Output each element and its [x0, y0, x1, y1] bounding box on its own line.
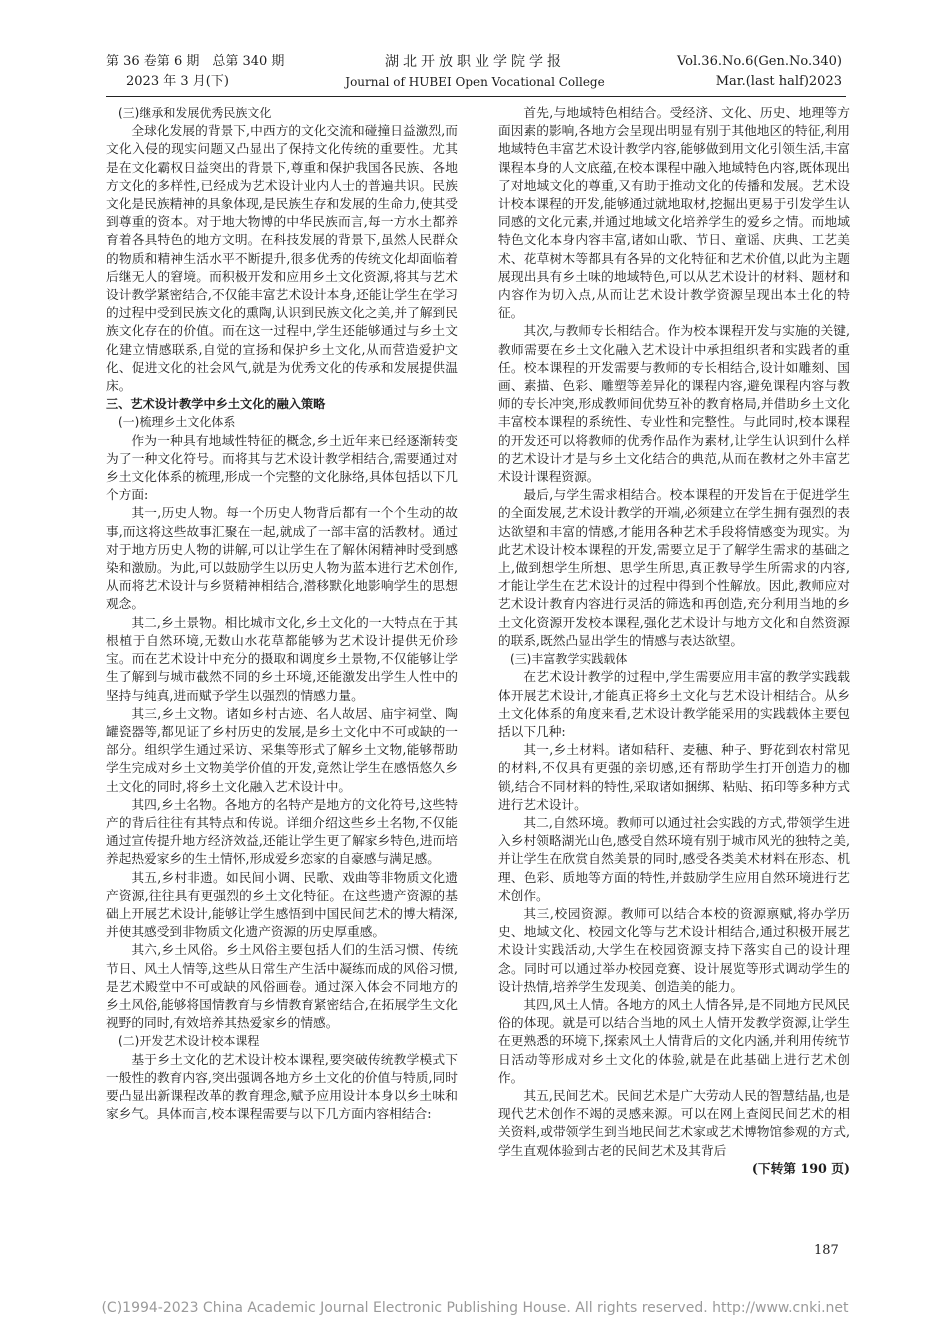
- running-header: [0, 52, 950, 96]
- paragraph: 首先,与地域特色相结合。受经济、文化、历史、地理等方面因素的影响,各地方会呈现出明显有别于其他地区的特征,利用地域特色丰富艺术设计教学内容,能够做到用文化引领生活,丰富课程本身的人文底蕴,在校本课程中融入地域特色内容,既体现出了对地域文化的尊重,又有助于推动文化的传播和发展。艺术设计校本课程的开发,能够通过就地取材,挖掘出更易于引发学生认同感的文化元素,并通过地域文化培养学生的爱乡之情。而地域特色文化本身内容丰富,诸如山歌、节日、童谣、庆典、工艺美术、花草树木等都具有各异的文化特征和艺术价值,以此为主题展现出具有乡土味的地域特色,可以从艺术设计的材料、题材和内容作为切入点,从而让艺术设计教学资源呈现出本土化的特征。: [498, 105, 850, 321]
- paragraph: 其四,乡土名物。各地方的名特产是地方的文化符号,这些特产的背后往往有其特点和传说。详细介绍这些乡土名物,不仅能通过宣传提升地方经济效益,还能让学生更了解家乡特色,进而培养起热爱家乡的生土情怀,形成爱乡恋家的自豪感与满足感。: [106, 796, 458, 867]
- publication-date-en: Mar.(last half)2023: [715, 74, 842, 89]
- paragraph: 最后,与学生需求相结合。校本课程的开发旨在于促进学生的全面发展,艺术设计教学的开端,必须建立在学生拥有强烈的表达欲望和丰富的情感,才能用各种艺术手段将情感变为现实。为此艺术设计校本课程的开发,需要立足于了解学生需求的基础之上,做到想学生所想、思学生所思,真正教导学生所需求的内容,才能让学生在艺术设计的过程中得到个性解放。因此,教师应对艺术设计教育内容进行灵活的筛选和再创造,充分利用当地的乡土文化资源开发校本课程,强化艺术设计与地方文化和自然资源的联系,既然凸显出学生的情感与表达欲望。: [498, 487, 850, 648]
- left-column: [106, 104, 458, 1123]
- volume-issue-en: Vol.36.No.6(Gen.No.340): [676, 54, 842, 69]
- subsection-heading: (三)继承和发展优秀民族文化: [118, 106, 272, 120]
- section-heading: 三、艺术设计教学中乡土文化的融入策略: [106, 397, 326, 412]
- paragraph: 其二,自然环境。教师可以通过社会实践的方式,带领学生进入乡村领略湖光山色,感受自然环境有别于城市风光的独特之美,并让学生在欣赏自然美景的同时,感受各类美术材料在形态、机理、色彩、质地等方面的特性,并鼓励学生应用自然环境进行艺术创作。: [498, 814, 850, 903]
- header-rule: [106, 96, 846, 97]
- paragraph: 其三,乡土文物。诸如乡村古迹、名人故居、庙宇祠堂、陶罐瓷器等,都见证了乡村历史的发展,是乡土文化中不可或缺的一部分。组织学生通过采访、采集等形式了解乡土文物,能够帮助学生完成对乡土文物美学价值的开发,竟然让学生在感悟悠久乡土文化的同时,将乡土文化融入艺术设计中。: [106, 705, 458, 794]
- right-column: [498, 104, 850, 1178]
- continued-note: (下转第 190 页): [751, 1160, 850, 1176]
- paragraph: 其二,乡土景物。相比城市文化,乡土文化的一大特点在于其根植于自然环境,无数山水花草都能够为艺术设计提供无价珍宝。而在艺术设计中充分的摄取和调度乡土景物,不仅能够让学生了解到与城市截然不同的乡土环境,还能激发出学生人性中的坚持与纯真,进而赋予学生以强烈的情感力量。: [106, 614, 458, 703]
- subsection-heading: (一)梳理乡土文化体系: [118, 415, 236, 430]
- paragraph: 其六,乡土风俗。乡土风俗主要包括人们的生活习惯、传统节日、风土人情等,这些从日常生产生活中凝练而成的风俗习惯,是艺术殿堂中不可或缺的风俗画卷。通过深入体会不同地方的乡土风俗,能够将国情教育与乡情教育紧密结合,在拓展学生文化视野的同时,有效培养其热爱家乡的情感。: [106, 942, 458, 1031]
- paragraph: 其五,乡村非遗。如民间小调、民歌、戏曲等非物质文化遗产资源,往往具有更强烈的乡土文化特征。在这些遗产资源的基础上开展艺术设计,能够让学生感悟到中国民间艺术的博大精深,并使其感受到非物质文化遗产资源的历史厚重感。: [106, 869, 458, 940]
- paragraph: 其四,风土人情。各地方的风土人情各异,是不同地方民风民俗的体现。就是可以结合当地的风土人情开发教学资源,让学生在更熟悉的环境下,探索风土人情背后的文化内涵,并利用传统节日活动等形成对乡土文化的体验,就是在此基础上进行艺术创作。: [498, 996, 850, 1085]
- subsection-heading: (二)开发艺术设计校本课程: [118, 1034, 260, 1049]
- page-number: 187: [814, 1243, 839, 1258]
- paragraph: 在艺术设计教学的过程中,学生需要应用丰富的教学实践载体开展艺术设计,才能真正将乡土文化与艺术设计相结合。从乡土文化体系的角度来看,艺术设计教学能采用的实践载体主要包括以下几种:: [498, 669, 850, 739]
- paragraph: 其三,校园资源。教师可以结合本校的资源禀赋,将办学历史、地域文化、校园文化等与艺术设计相结合,通过积极开展艺术设计实践活动,大学生在校园资源支持下落实自己的设计理念。同时可以通过举办校园竞赛、设计展览等形式调动学生的设计热情,培养学生发现美、创造美的能力。: [498, 905, 850, 994]
- copyright-footer: (C)1994-2023 China Academic Journal Electronic Publishing House. All rights reserved. http://www.cnki.net: [101, 1300, 849, 1316]
- paragraph: 基于乡土文化的艺术设计校本课程,要突破传统教学模式下一般性的教育内容,突出强调各地方乡土文化的价值与特质,同时要凸显出新课程改革的教育理念,赋予应用设计本身以乡土味和家乡气。具体而言,校本课程需要与以下几方面内容相结合:: [106, 1051, 458, 1122]
- journal-title-cn: 湖北开放职业学院学报: [385, 54, 565, 70]
- journal-title-en: Journal of HUBEI Open Vocational College: [345, 75, 605, 89]
- volume-issue: 第 36 卷第 6 期 总第 340 期: [106, 54, 285, 69]
- paragraph: 其一,历史人物。每一个历史人物背后都有一个个生动的故事,而这将这些故事汇聚在一起,就成了一部丰富的活教材。通过对于地方历史人物的讲解,可以让学生在了解休闲精神时受到感染和激励。为此,可以鼓励学生以历史人物为蓝本进行艺术创作,从而将艺术设计与乡贤精神相结合,潜移默化地影响学生的思想观念。: [106, 505, 458, 612]
- paragraph: 其五,民间艺术。民间艺术是广大劳动人民的智慧结晶,也是现代艺术创作不竭的灵感来源。可以在网上查阅民间艺术的相关资料,或带领学生到当地民间艺术家或艺术博物馆参观的方式,学生直观体验到古老的民间艺术及其背后: [498, 1087, 850, 1158]
- paragraph: 全球化发展的背景下,中西方的文化交流和碰撞日益激烈,而文化入侵的现实问题又凸显出了保持文化传统的重要性。尤其是在文化霸权日益突出的背景下,尊重和保护我国各民族、各地方文化的多样性,已经成为艺术设计业内人士的普遍共识。民族文化是民族精神的具象体现,是民族生存和发展的生命力,使其受到尊重的资本。对于地大物博的中华民族而言,每一方水土都养育着各具特色的地方文明。在科技发展的背景下,虽然人民群众的物质和精神生活水平不断提升,很多优秀的传统文化却面临着后继无人的窘境。而积极开发和应用乡土文化资源,将其与艺术设计教学紧密结合,不仅能丰富艺术设计本身,还能让学生在学习的过程中受到民族文化的熏陶,认识到民族文化之美,并了解到民族文化存在的价值。而在这一过程中,学生还能够通过与乡土文化建立情感联系,自觉的宣扬和保护乡土文化,从而营造爱护文化、促进文化的社会风气,就是为优秀文化的传承和发展提供温床。: [106, 123, 458, 394]
- publication-date: 2023 年 3 月(下): [126, 74, 229, 89]
- paragraph: 作为一种具有地域性特征的概念,乡土近年来已经逐渐转变为了一种文化符号。而将其与艺术设计教学相结合,需要通过对乡土文化体系的梳理,形成一个完整的文化脉络,具体包括以下几个方面:: [106, 432, 458, 503]
- paragraph: 其一,乡土材料。诸如秸秆、麦穗、种子、野花到农村常见的材料,不仅具有更强的亲切感,还有帮助学生打开创造力的枷锁,结合不同材料的特性,采取诸如捆绑、粘贴、拓印等多种方式进行艺术设计。: [498, 742, 850, 812]
- paragraph: 其次,与教师专长相结合。作为校本课程开发与实施的关键,教师需要在乡土文化融入艺术设计中承担组织者和实践者的重任。校本课程的开发需要与教师的专长相结合,设计如雕刻、国画、素描、色彩、雕塑等差异化的课程内容,避免课程内容与教师的专长冲突,形成教师间优势互补的教育格局,并借助乡土文化丰富校本课程的系统性、专业性和完整性。与此同时,校本课程的开发还可以将教师的优秀作品作为素材,让学生认识到什么样的艺术设计才是与乡土文化结合的典范,从而在教材之外丰富艺术设计课程资源。: [498, 323, 850, 485]
- subsection-heading: (三)丰富教学实践载体: [510, 652, 628, 667]
